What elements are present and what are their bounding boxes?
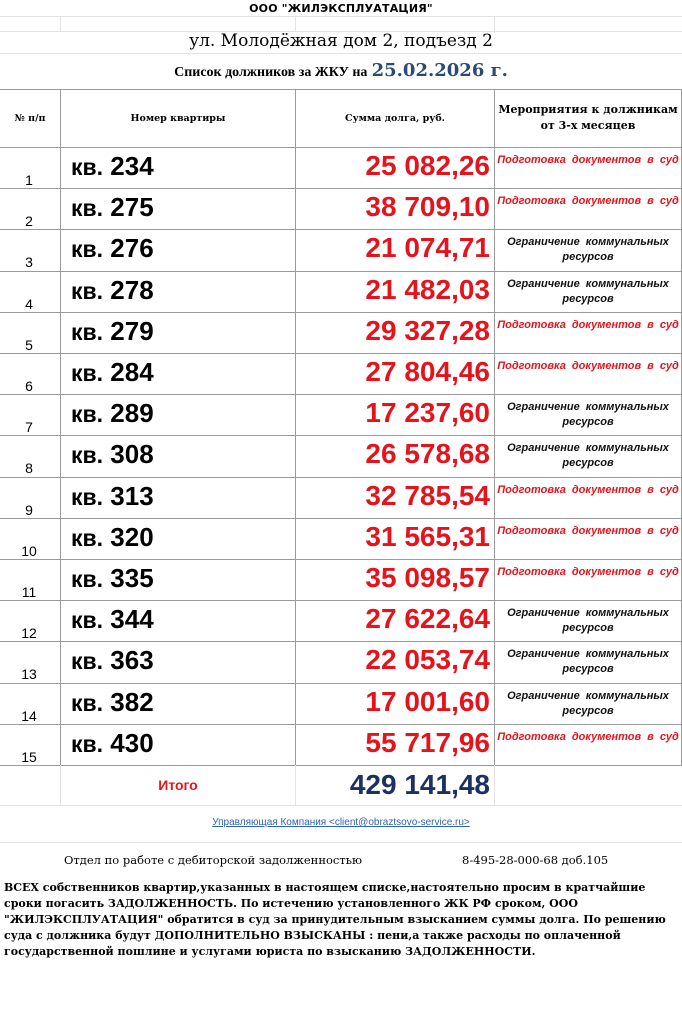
row-number: 6 — [25, 378, 33, 394]
gridline — [494, 16, 495, 31]
apartment-prefix: кв. — [71, 689, 104, 716]
row-number: 13 — [21, 666, 37, 683]
debt-amount: 17 237,60 — [365, 397, 490, 429]
table-row — [0, 642, 682, 683]
debtor-action: Подготовка документов в суд — [497, 483, 679, 496]
table-row — [0, 560, 682, 601]
debt-notice: ВСЕХ собственников квартир,указанных в настоящем списке,настоятельно просим в кратчайшие сроки погасить ЗАДОЛЖЕННОСТЬ. По истечению установленного ЖК РФ сроком, ООО "ЖИЛЭКСПЛУАТАЦИЯ" обратится в суд за принудительным взысканием суммы долга. По решению суда с должника будут ДОПОЛНИТЕЛЬНО ВЗЫСКАНЫ : пени,а также расходы по оплаченной государственной пошлине и услугами юриста по взысканию ЗАДОЛЖЕННОСТИ. — [4, 881, 666, 958]
debtor-action: Подготовка документов в суд — [497, 360, 679, 372]
debtor-action: Подготовка документов в суд — [497, 318, 679, 331]
apartment-value: 313 — [110, 480, 154, 511]
apartment-prefix: кв. — [71, 648, 104, 675]
apartment-value: 278 — [110, 274, 154, 305]
apartment-prefix: кв. — [71, 401, 104, 428]
debtor-action: Подготовка документов в суд — [497, 730, 679, 743]
apartment-number — [71, 439, 154, 470]
debt-amount: 21 074,71 — [365, 232, 490, 264]
row-number: 8 — [25, 460, 33, 477]
apartment-prefix: кв. — [71, 483, 104, 510]
company-email-link[interactable]: Управляющая Компания <client@obraztsovo-service.ru> — [212, 817, 470, 828]
report-date: 25.02.2026 г. — [371, 60, 508, 81]
debtor-action: Подготовка документов в суд — [497, 195, 679, 208]
apartment-number — [71, 316, 154, 347]
debtor-action: Ограничение коммунальных ресурсов — [507, 442, 669, 470]
table-row — [0, 519, 682, 560]
row-number: 7 — [25, 419, 33, 436]
apartment-number — [71, 687, 154, 718]
row-number: 10 — [21, 542, 37, 559]
apartment-prefix: кв. — [71, 360, 104, 386]
building-address: ул. Молодёжная дом 2, подъезд 2 — [189, 31, 493, 51]
apartment-prefix: кв. — [71, 566, 104, 592]
table-row — [0, 230, 682, 271]
apartment-number — [71, 645, 154, 676]
row-number: 3 — [25, 254, 33, 271]
debt-amount: 22 053,74 — [365, 644, 490, 676]
row-number: 4 — [25, 295, 33, 312]
apartment-number — [71, 357, 154, 388]
debt-amount: 25 082,26 — [365, 150, 490, 181]
table-row — [0, 313, 682, 354]
table-row — [0, 272, 682, 313]
column-header-amount: Сумма долга, руб. — [345, 112, 445, 124]
apartment-value: 234 — [110, 151, 154, 181]
apartment-number — [71, 233, 154, 264]
table-row — [0, 478, 682, 519]
gridline — [0, 16, 682, 17]
debtor-action: Ограничение коммунальных ресурсов — [507, 401, 669, 429]
gridline — [494, 765, 495, 805]
table-row — [0, 148, 682, 189]
debtor-action: Подготовка документов в суд — [497, 154, 679, 166]
apartment-number — [71, 275, 154, 306]
apartment-value: 284 — [110, 357, 154, 387]
table-row — [0, 725, 682, 766]
apartment-number — [71, 192, 154, 223]
apartment-prefix: кв. — [71, 277, 104, 304]
list-title — [0, 60, 682, 81]
row-number: 1 — [25, 172, 33, 188]
debt-amount: 38 709,10 — [365, 191, 490, 223]
gridline — [0, 842, 682, 843]
table-row — [0, 684, 682, 725]
apartment-number — [71, 563, 154, 594]
debtor-action: Ограничение коммунальных ресурсов — [507, 607, 669, 635]
debtor-action: Ограничение коммунальных ресурсов — [507, 277, 669, 305]
row-number: 2 — [25, 213, 33, 230]
apartment-prefix: кв. — [71, 524, 104, 551]
list-label: Список должников за ЖКУ на — [174, 65, 368, 80]
column-header-actions: Мероприятия к должникам от 3-х месяцев — [498, 103, 678, 132]
debt-amount: 17 001,60 — [365, 685, 490, 717]
organization-name: ООО "ЖИЛЭКСПЛУАТАЦИЯ" — [249, 2, 433, 15]
debt-amount: 29 327,28 — [365, 314, 490, 346]
debt-amount: 32 785,54 — [365, 479, 490, 511]
gridline — [0, 53, 682, 54]
department-phone: 8-495-28-000-68 доб.105 — [462, 853, 609, 867]
debt-amount: 35 098,57 — [365, 562, 490, 593]
apartment-number — [71, 604, 154, 635]
apartment-number — [71, 151, 154, 182]
debtor-action: Ограничение коммунальных ресурсов — [507, 236, 669, 264]
apartment-value: 276 — [110, 233, 154, 264]
apartment-prefix: кв. — [71, 442, 104, 469]
column-header-apartment: Номер квартиры — [130, 112, 226, 124]
table-row — [0, 601, 682, 642]
debtor-action: Подготовка документов в суд — [497, 566, 679, 578]
total-label: Итого — [158, 777, 198, 793]
apartment-value: 363 — [110, 645, 154, 676]
total-amount: 429 141,48 — [349, 769, 490, 800]
apartment-value: 320 — [110, 521, 154, 552]
apartment-value: 335 — [110, 563, 154, 593]
apartment-prefix: кв. — [71, 154, 104, 180]
debt-amount: 27 622,64 — [365, 603, 490, 635]
apartment-value: 289 — [110, 398, 154, 429]
gridline — [295, 16, 296, 31]
apartment-prefix: кв. — [71, 195, 104, 222]
apartment-value: 279 — [110, 315, 154, 346]
table-row — [0, 354, 682, 395]
gridline — [0, 805, 682, 806]
debtor-action: Подготовка документов в суд — [497, 524, 679, 537]
apartment-value: 308 — [110, 439, 154, 470]
debt-amount: 21 482,03 — [365, 273, 490, 305]
row-number: 11 — [21, 584, 37, 600]
department-name: Отдел по работе с дебиторской задолженностью — [64, 853, 363, 867]
apartment-number — [71, 398, 154, 429]
apartment-value: 344 — [110, 604, 154, 635]
apartment-prefix: кв. — [71, 318, 104, 345]
row-number: 9 — [25, 501, 33, 518]
debtor-action: Ограничение коммунальных ресурсов — [507, 689, 669, 717]
apartment-value: 382 — [110, 686, 154, 717]
debt-amount: 31 565,31 — [365, 520, 490, 552]
debt-amount: 55 717,96 — [365, 726, 490, 758]
table-row — [0, 436, 682, 477]
apartment-number — [71, 728, 154, 759]
apartment-value: 275 — [110, 192, 154, 223]
row-number: 12 — [21, 625, 37, 642]
row-number: 15 — [21, 748, 37, 765]
apartment-number — [71, 522, 154, 553]
debtor-action: Ограничение коммунальных ресурсов — [507, 648, 669, 676]
table-row — [0, 395, 682, 436]
row-number: 14 — [21, 707, 37, 724]
gridline — [60, 16, 61, 31]
debt-amount: 27 804,46 — [365, 356, 490, 387]
apartment-prefix: кв. — [71, 730, 104, 757]
row-divider — [0, 765, 682, 766]
debt-amount: 26 578,68 — [365, 438, 490, 470]
apartment-number — [71, 481, 154, 512]
apartment-prefix: кв. — [71, 236, 104, 263]
row-number: 5 — [25, 336, 33, 353]
column-header-number: № п/п — [14, 112, 46, 124]
apartment-value: 430 — [110, 727, 154, 758]
apartment-prefix: кв. — [71, 607, 104, 634]
table-row — [0, 189, 682, 230]
